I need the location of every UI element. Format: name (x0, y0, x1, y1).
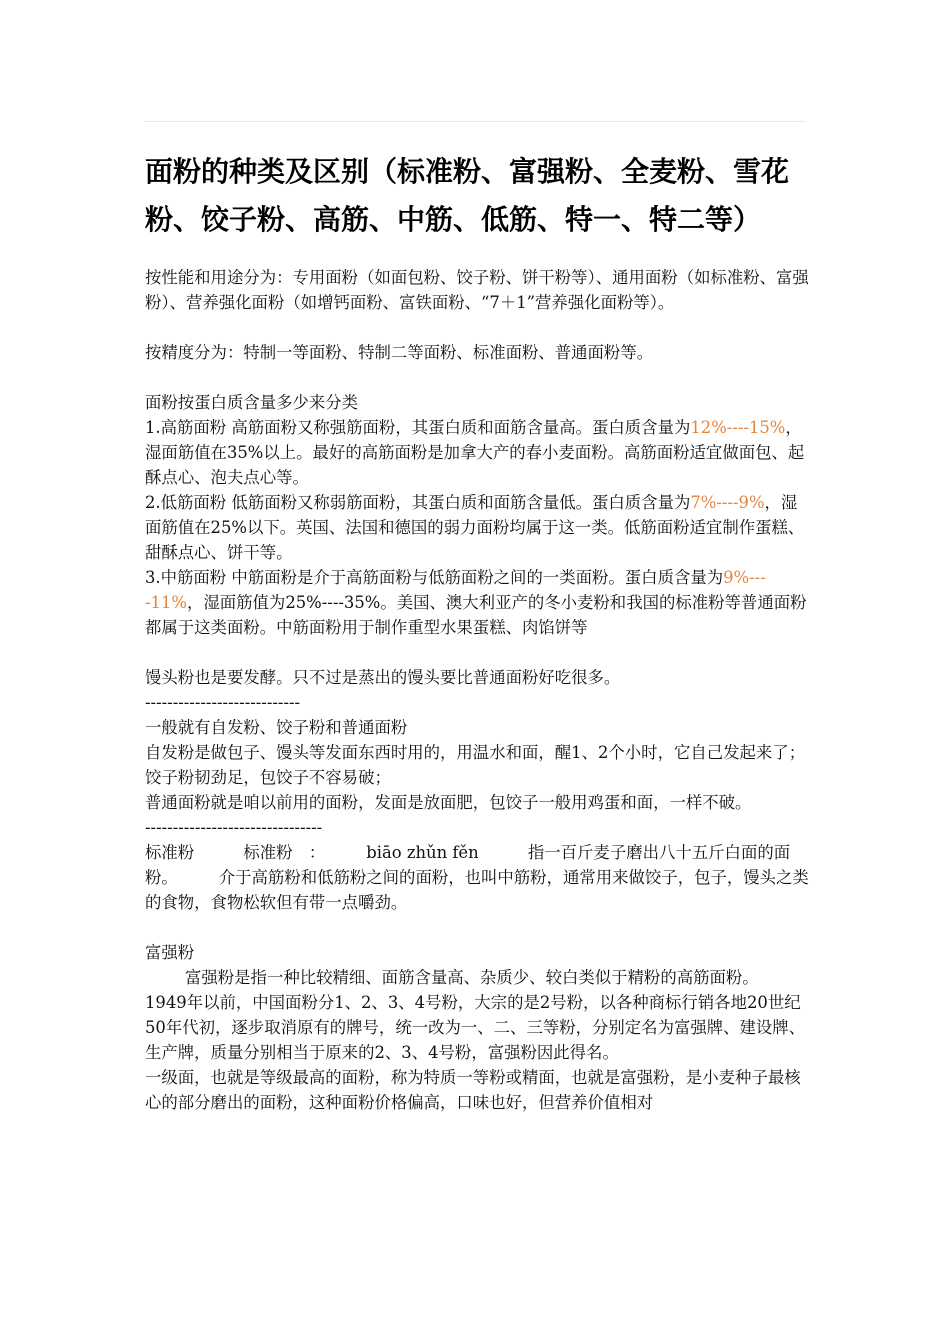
paragraph-fuqiang-heading: 富强粉 (145, 943, 195, 962)
paragraph-usage: 按性能和用途分为：专用面粉（如面包粉、饺子粉、饼干粉等）、通用面粉（如标准粉、富强粉）、营养强化面粉（如增钙面粉、富铁面粉、“7＋1”营养强化面粉等）。 (145, 268, 809, 312)
paragraph-precision: 按精度分为：特制一等面粉、特制二等面粉、标准面粉、普通面粉等。 (145, 343, 654, 362)
highlight-protein-range: 12%----15% (690, 418, 786, 437)
paragraph-medium-gluten: 3.中筋面粉 中筋面粉是介于高筋面粉与低筋面粉之间的一类面粉。蛋白质含量为9%----11%，湿面筋值为25%----35%。美国、澳大利亚产的冬小麦粉和我国的标准粉等普通面粉都属于这类面粉。中筋面粉用于制作重型水果蛋糕、肉馅饼等 (145, 568, 807, 637)
page-title: 面粉的种类及区别（标准粉、富强粉、全麦粉、雪花粉、饺子粉、高筋、中筋、低筋、特一、特二等） (145, 155, 790, 236)
paragraph-self-raising: 自发粉是做包子、馒头等发面东西时用的，用温水和面，醒1、2个小时，它自己发起来了； (145, 743, 806, 762)
paragraph-low-gluten: 2.低筋面粉 低筋面粉又称弱筋面粉，其蛋白质和面筋含量低。蛋白质含量为7%----9%，湿面筋值在25%以下。英国、法国和德国的弱力面粉均属于这一类。低筋面粉适宜制作蛋糕、甜酥点心、饼干等。 (145, 493, 805, 562)
paragraph-regular-flour: 普通面粉就是咱以前用的面粉，发面是放面肥，包饺子一般用鸡蛋和面，一样不破。 (145, 793, 752, 812)
paragraph-history: 1949年以前，中国面粉分1、2、3、4号粉，大宗的是2号粉，以各种商标行销各地20世纪50年代初，逐步取消原有的牌号，统一改为一、二、三等粉，分别定名为富强牌、建设牌、生产牌，质量分别相当于原来的2、3、4号粉，富强粉因此得名。 (145, 993, 806, 1062)
dash-divider: -------------------------------- (145, 818, 323, 837)
paragraph-high-gluten: 1.高筋面粉 高筋面粉又称强筋面粉，其蛋白质和面筋含量高。蛋白质含量为12%----15%，湿面筋值在35%以上。最好的高筋面粉是加拿大产的春小麦面粉。高筋面粉适宜做面包、起酥点心、泡夫点心等。 (145, 418, 805, 487)
highlight-protein-range: 9%----11% (145, 568, 766, 612)
paragraph-grade-one: 一级面，也就是等级最高的面粉，称为特质一等粉或精面，也就是富强粉，是小麦种子最核心的部分磨出的面粉，这种面粉价格偏高，口味也好，但营养价值相对 (145, 1068, 801, 1112)
paragraph-dumpling-flour: 饺子粉韧劲足，包饺子不容易破； (145, 768, 391, 787)
paragraph-mantou-flour: 馒头粉也是要发酵。只不过是蒸出的馒头要比普通面粉好吃很多。 (145, 668, 621, 687)
paragraph-fuqiang-definition: 富强粉是指一种比较精细、面筋含量高、杂质少、较白类似于精粉的高筋面粉。 (185, 968, 759, 987)
paragraph-protein-heading: 面粉按蛋白质含量多少来分类 (145, 393, 359, 412)
dash-divider: ---------------------------- (145, 693, 301, 712)
paragraph-common-types: 一般就有自发粉、饺子粉和普通面粉 (145, 718, 408, 737)
header-divider (145, 121, 805, 122)
paragraph-standard-flour: 标准粉 标准粉 ： biāo zhǔn fěn 指一百斤麦子磨出八十五斤白面的面粉。 介于高筋粉和低筋粉之间的面粉，也叫中筋粉，通常用来做饺子，包子，馒头之类的食物，食物松软但有带一点嚼劲。 (145, 843, 809, 912)
highlight-protein-range: 7%----9% (690, 493, 765, 512)
document-body (145, 265, 813, 1115)
